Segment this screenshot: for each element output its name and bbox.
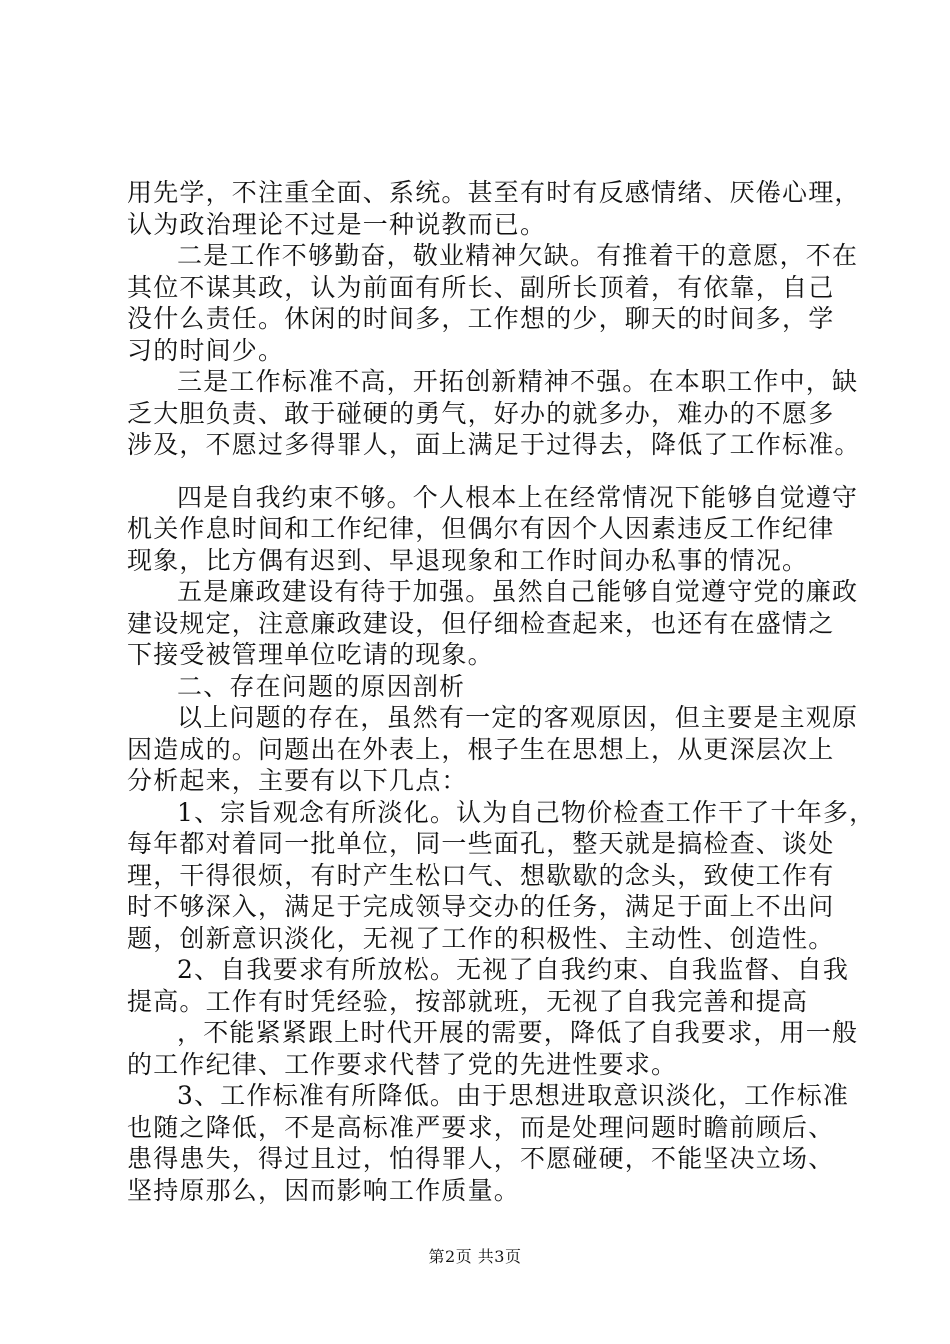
- text-line: 五是廉政建设有待于加强。虽然自己能够自觉遵守党的廉政: [177, 577, 859, 606]
- text-line: 也随之降低，不是高标准严要求，而是处理问题时瞻前顾后、: [127, 1113, 835, 1142]
- text-line: 1、宗旨观念有所淡化。认为自己物价检查工作干了十年多，: [177, 798, 876, 827]
- text-line: 时不够深入，满足于完成领导交办的任务，满足于面上不出问: [127, 892, 835, 921]
- text-line: 理，干得很烦，有时产生松口气、想歇歇的念头，致使工作有: [127, 861, 835, 890]
- text-line: 乏大胆负责、敢于碰硬的勇气，好办的就多办，难办的不愿多: [127, 399, 835, 428]
- text-line: 建设规定，注意廉政建设，但仔细检查起来，也还有在盛情之: [127, 609, 835, 638]
- text-line: 没什么责任。休闲的时间多，工作想的少，聊天的时间多，学: [127, 304, 835, 333]
- text-line: 分析起来，主要有以下几点：: [127, 766, 468, 795]
- text-line: 的工作纪律、工作要求代替了党的先进性要求。: [127, 1050, 678, 1079]
- text-line: 其位不谋其政，认为前面有所长、副所长顶着，有依靠，自己: [127, 273, 835, 302]
- text-line: 三是工作标准不高，开拓创新精神不强。在本职工作中，缺: [177, 367, 859, 396]
- text-line: ，不能紧紧跟上时代开展的需要，降低了自我要求，用一般: [177, 1018, 859, 1047]
- text-line: 提高。工作有时凭经验，按部就班，无视了自我完善和提高: [127, 987, 809, 1016]
- text-line: 习的时间少。: [127, 336, 285, 365]
- text-line: 下接受被管理单位吃请的现象。: [127, 640, 494, 669]
- text-line: 以上问题的存在，虽然有一定的客观原因，但主要是主观原: [177, 703, 859, 732]
- text-line: 涉及，不愿过多得罪人，面上满足于过得去，降低了工作标准。: [127, 430, 861, 459]
- section-heading: 二、存在问题的原因剖析: [177, 672, 466, 701]
- text-line: 用先学，不注重全面、系统。甚至有时有反感情绪、厌倦心理，: [127, 178, 861, 207]
- text-line: 坚持原那么，因而影响工作质量。: [127, 1176, 521, 1205]
- text-line: 机关作息时间和工作纪律，但偶尔有因个人因素违反工作纪律: [127, 514, 835, 543]
- text-line: 每年都对着同一批单位，同一些面孔，整天就是搞检查、谈处: [127, 829, 835, 858]
- text-line: 题，创新意识淡化，无视了工作的积极性、主动性、创造性。: [127, 924, 835, 953]
- text-line: 二是工作不够勤奋，敬业精神欠缺。有推着干的意愿，不在: [177, 241, 859, 270]
- text-line: 2、自我要求有所放松。无视了自我约束、自我监督、自我: [177, 955, 850, 984]
- text-line: 患得患失，得过且过，怕得罪人，不愿碰硬，不能坚决立场、: [127, 1144, 835, 1173]
- text-line: 认为政治理论不过是一种说教而已。: [127, 210, 547, 239]
- text-line: 现象，比方偶有迟到、早退现象和工作时间办私事的情况。: [127, 546, 809, 575]
- text-line: 3、工作标准有所降低。由于思想进取意识淡化，工作标准: [177, 1081, 850, 1110]
- text-line: 因造成的。问题出在外表上，根子生在思想上，从更深层次上: [127, 735, 835, 764]
- page-number-footer: 第2页 共3页: [428, 1247, 522, 1266]
- text-line: 四是自我约束不够。个人根本上在经常情况下能够自觉遵守: [177, 483, 859, 512]
